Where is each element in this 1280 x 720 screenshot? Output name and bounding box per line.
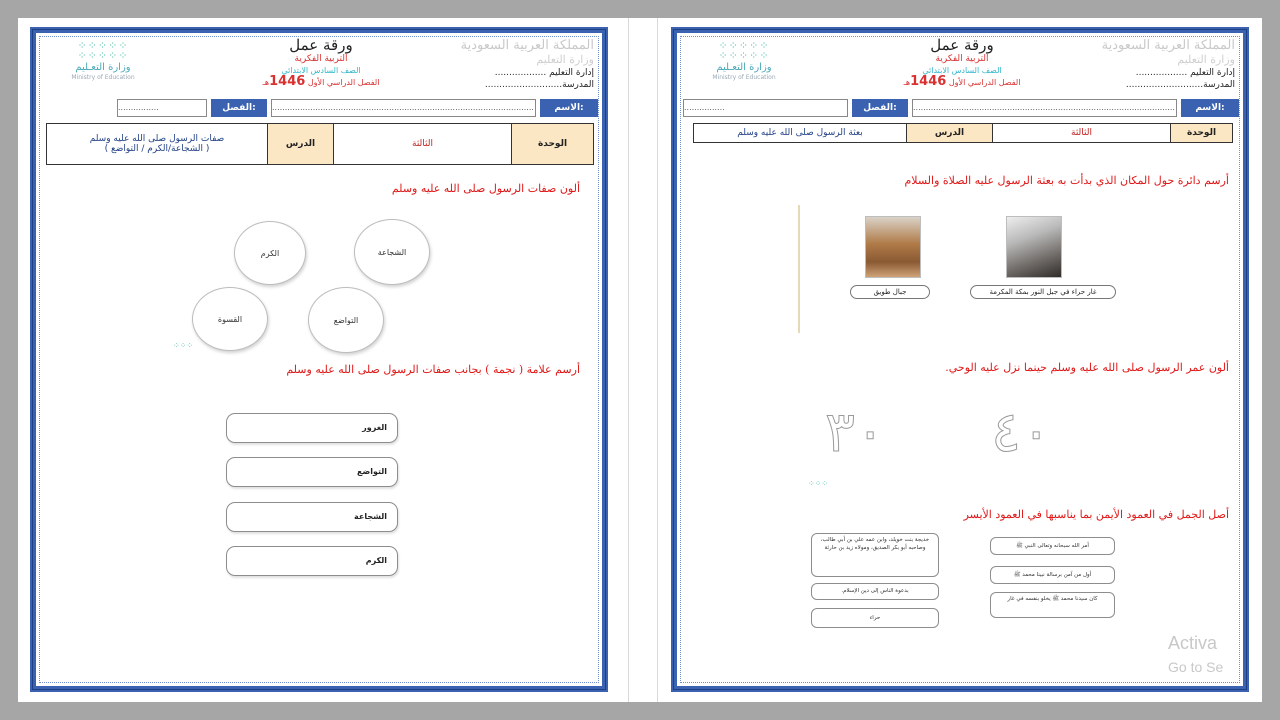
caption-tuwaiq-mountains[interactable]: جبال طويق: [850, 285, 930, 299]
trait-option-generosity[interactable]: الكرم: [226, 546, 398, 576]
worksheet-title: ورقة عمل: [930, 36, 994, 54]
instruction-match-columns: أصل الجمل في العمود الأيمن بما يناسبها في العمود الأيسر: [963, 508, 1229, 521]
class-field[interactable]: ................: [683, 99, 848, 117]
unit-lesson-table: [693, 123, 1233, 143]
name-class-row: [40, 99, 598, 117]
term-label: الفصل الدراسي الأول 1446هـ: [262, 74, 380, 89]
name-label: الاسم:: [1181, 99, 1239, 117]
activation-watermark: Activa: [1168, 633, 1218, 653]
match-right-item-1[interactable]: أمر الله سبحانه وتعالى النبي ﷺ: [990, 537, 1115, 555]
caption-cave-hira[interactable]: غار حراء في جبل النور بمكة المكرمة: [970, 285, 1116, 299]
subject-label: التربية الفكرية: [294, 54, 348, 64]
match-left-item-2[interactable]: بدعوة الناس إلى دين الإسلام.: [811, 583, 939, 600]
instruction-circle-place: أرسم دائرة حول المكان الذي بدأت به بعثة الرسول عليه الصلاة والسلام: [904, 174, 1229, 187]
moe-logo: ⁘⁘⁘⁘⁘ ⁘⁘⁘⁘⁘ وزارة التعـليم Ministry of Education: [48, 41, 158, 82]
moe-logo: ⁘⁘⁘⁘⁘ ⁘⁘⁘⁘⁘ وزارة التعـليم Ministry of Education: [689, 41, 799, 82]
class-label: الفصل:: [211, 99, 267, 117]
school-line: المدرسة...........................: [484, 80, 594, 90]
trait-circle-harshness[interactable]: القسوة: [192, 287, 268, 351]
match-left-item-3[interactable]: حراء: [811, 608, 939, 628]
trait-circle-courage[interactable]: الشجاعة: [354, 219, 430, 285]
cave-hira-photo[interactable]: [1006, 216, 1062, 278]
class-label: الفصل:: [852, 99, 908, 117]
instruction-color-age: ألون عمر الرسول صلى الله عليه وسلم حينما نزل عليه الوحي.: [945, 361, 1229, 374]
unit-label: الوحدة: [512, 124, 594, 165]
admin-line: إدارة التعليم ..................: [494, 68, 594, 78]
subject-label: التربية الفكرية: [935, 54, 989, 64]
grade-label: الصف السادس الابتدائي: [922, 66, 1002, 75]
term-label: الفصل الدراسي الأول 1446هـ: [903, 74, 1021, 89]
name-field[interactable]: .......................................................................................................: [912, 99, 1177, 117]
match-left-item-1[interactable]: خديجة بنت خويلد، وابن عمه علي بن أبي طالب، وصاحبه أبو بكر الصديق، ومولاه زيد بن حارثة: [811, 533, 939, 577]
grade-label: الصف السادس الابتدائي: [281, 66, 361, 75]
kingdom-logo-text: المملكة العربية السعودية: [460, 38, 594, 53]
name-class-row: [681, 99, 1239, 117]
lesson-value: صفات الرسول صلى الله عليه وسلم ( الشجاعة/الكرم / التواضع ): [47, 124, 268, 165]
moe-logo-icon: ⁘⁘⁘⁘⁘ ⁘⁘⁘⁘⁘: [718, 39, 770, 62]
match-right-item-3[interactable]: كان سيدنا محمد ﷺ يخلو بنفسه في غار: [990, 592, 1115, 618]
ministry-calligraphy: وزارة التعليم: [536, 53, 594, 66]
activation-watermark-sub: Go to Se: [1168, 659, 1224, 675]
trait-option-courage[interactable]: الشجاعة: [226, 502, 398, 532]
trait-circle-generosity[interactable]: الكرم: [234, 221, 306, 285]
unit-lesson-table: [46, 123, 594, 165]
worksheet-page-right: [671, 27, 1249, 692]
class-field[interactable]: ................: [117, 99, 207, 117]
moe-logo-icon: ⁘⁘⁘⁘⁘ ⁘⁘⁘⁘⁘: [77, 39, 129, 62]
school-line: المدرسة...........................: [1125, 80, 1235, 90]
name-field[interactable]: .......................................................................................................: [271, 99, 536, 117]
page-gutter: [628, 18, 658, 702]
instruction-color-traits: ألون صفات الرسول صلى الله عليه وسلم: [391, 182, 580, 195]
trait-option-humility[interactable]: التواضع: [226, 457, 398, 487]
unit-value: الثالثة: [334, 124, 512, 165]
worksheet-title: ورقة عمل: [289, 36, 353, 54]
lesson-label: الدرس: [268, 124, 334, 165]
unit-label: الوحدة: [1171, 124, 1233, 143]
age-option-30[interactable]: ٣٠: [825, 400, 886, 465]
name-label: الاسم:: [540, 99, 598, 117]
photo-panel: [798, 205, 1198, 333]
decoration-dots-icon: ⁘⁘⁘: [173, 341, 194, 350]
match-right-item-2[interactable]: أول من آمن برسالة نبينا محمد ﷺ: [990, 566, 1115, 584]
instruction-star-traits: أرسم علامة ( نجمة ) بجانب صفات الرسول صلى الله عليه وسلم: [286, 363, 580, 376]
header-title-block: [847, 37, 1077, 89]
header-admin-block: [1085, 39, 1235, 91]
document-viewer: [18, 18, 1262, 702]
unit-value: الثالثة: [993, 124, 1171, 143]
header-admin-block: [444, 39, 594, 91]
admin-line: إدارة التعليم ..................: [1135, 68, 1235, 78]
age-option-40[interactable]: ٤٠: [991, 400, 1052, 465]
tuwaiq-mountains-photo[interactable]: [865, 216, 921, 278]
header-title-block: [206, 37, 436, 89]
lesson-label: الدرس: [907, 124, 993, 143]
decoration-dots-icon: ⁘⁘⁘: [808, 479, 829, 488]
lesson-value: بعثة الرسول صلى الله عليه وسلم: [694, 124, 907, 143]
trait-circle-humility[interactable]: التواضع: [308, 287, 384, 353]
worksheet-page-left: [30, 27, 608, 692]
ministry-calligraphy: وزارة التعليم: [1177, 53, 1235, 66]
trait-option-arrogance[interactable]: الغرور: [226, 413, 398, 443]
kingdom-logo-text: المملكة العربية السعودية: [1101, 38, 1235, 53]
